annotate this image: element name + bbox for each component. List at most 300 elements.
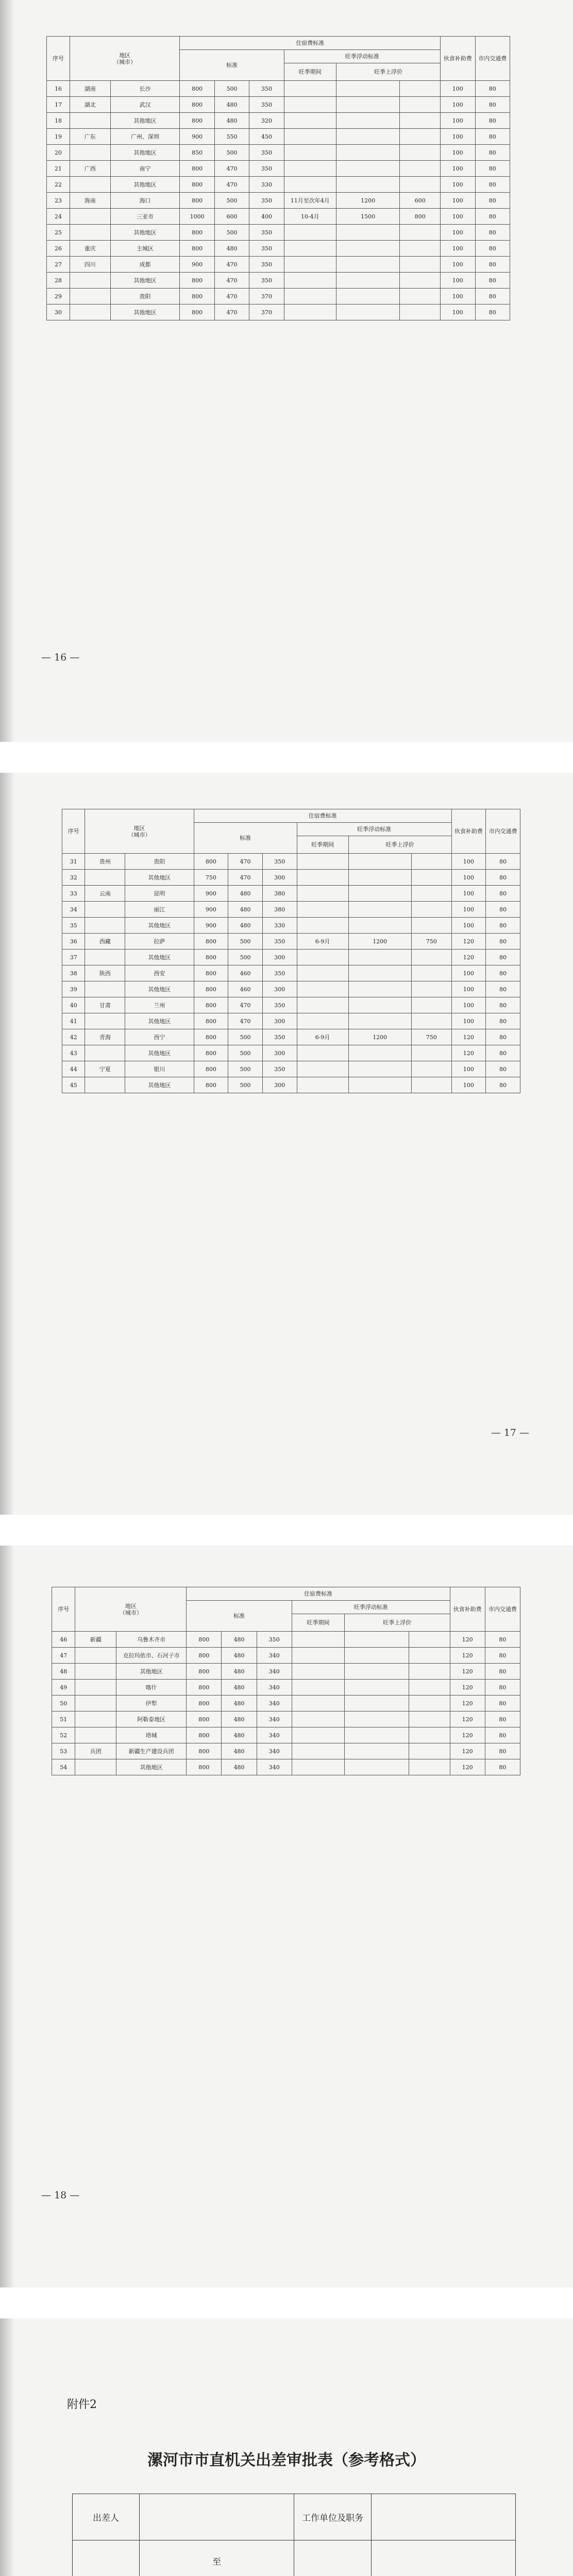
row-meal: 100 [451,1077,486,1093]
row-traffic: 80 [475,113,510,129]
row-meal: 120 [451,934,486,950]
row-city: 克拉玛依市、石河子市 [116,1648,186,1664]
row-province: 海南 [70,193,110,209]
row-city: 新疆生产建设兵团 [116,1743,186,1759]
row-province [75,1711,116,1727]
row-city: 其他地区 [116,1759,186,1775]
table-row [47,145,510,161]
row-peak-period [284,177,336,193]
col-peak-period: 旺季期间 [297,836,348,854]
row-peak-period [284,81,336,97]
table-row [62,950,520,965]
row-peak-period [297,902,348,918]
row-traffic: 80 [475,97,510,113]
row-peak-rate [348,918,411,934]
row-peak-period [284,304,336,320]
row-meal: 100 [451,886,486,902]
row-peak-rate [345,1632,409,1648]
row-peak-rate: 1200 [336,193,400,209]
row-seq: 41 [62,1013,85,1029]
row-peak-rate [336,177,400,193]
scanned-page-2 [0,773,573,1515]
row-city: 三亚市 [110,209,180,225]
row-rate: 320 [249,113,284,129]
row-rate: 340 [257,1743,292,1759]
row-city: 成都 [110,257,180,273]
row-peak-period: 10-4月 [284,209,336,225]
row-province: 陕西 [85,965,125,981]
row-peak-rate [336,257,400,273]
row-peak-period: 11月至次年4月 [284,193,336,209]
row-peak-rate [336,113,400,129]
row-peak-period [284,97,336,113]
row-city: 武汉 [110,97,180,113]
table-row [62,870,520,886]
row-rate: 300 [262,950,297,965]
row-peak-rate-2 [411,965,451,981]
row-traffic: 80 [485,1648,520,1664]
row-traffic: 80 [485,1711,520,1727]
row-peak-period: 6-9月 [297,934,348,950]
row-seq: 21 [47,161,70,177]
row-meal: 100 [441,289,475,304]
row-city: 阿勒泰地区 [116,1711,186,1727]
appendix-label: 附件2 [67,2398,97,2411]
row-seq: 37 [62,950,85,965]
row-province: 新疆 [75,1632,116,1648]
row-province [70,304,110,320]
row-rate: 800 [194,1061,228,1077]
table-row [47,209,510,225]
row-rate: 470 [214,289,249,304]
row-city: 其他地区 [110,177,180,193]
row-rate: 800 [187,1680,222,1696]
row-rate: 800 [180,161,214,177]
row-traffic: 80 [475,129,510,145]
row-province: 甘肃 [85,997,125,1013]
row-seq: 36 [62,934,85,950]
row-traffic: 80 [486,997,520,1013]
row-seq: 32 [62,870,85,886]
row-rate: 480 [222,1727,257,1743]
row-province: 西藏 [85,934,125,950]
row-rate: 500 [228,934,263,950]
table-row [47,273,510,289]
row-city: 主城区 [110,241,180,257]
row-rate: 500 [214,193,249,209]
row-peak-rate-2 [400,225,441,241]
row-rate: 500 [228,1029,263,1045]
row-city: 昆明 [125,886,194,902]
row-rate: 800 [180,225,214,241]
row-rate: 480 [228,886,263,902]
row-rate: 480 [228,918,263,934]
table-row [52,1743,520,1759]
row-province [75,1664,116,1680]
row-rate: 800 [194,1013,228,1029]
row-rate: 300 [262,1045,297,1061]
row-rate: 500 [228,950,263,965]
col-meal: 伙食补助费 [451,809,486,854]
row-seq: 27 [47,257,70,273]
row-province: 贵州 [85,854,125,870]
row-city: 贵阳 [110,289,180,304]
row-peak-rate-2 [400,161,441,177]
row-traffic: 80 [486,870,520,886]
row-peak-period [292,1664,344,1680]
table-row [47,161,510,177]
row-peak-rate-2 [409,1664,450,1680]
table-row [47,241,510,257]
row-meal: 120 [450,1680,485,1696]
row-meal: 100 [451,1061,486,1077]
row-rate: 900 [194,918,228,934]
col-seq: 序号 [62,809,85,854]
table-row [47,113,510,129]
row-peak-period [284,161,336,177]
row-peak-rate [345,1759,409,1775]
row-province [70,273,110,289]
row-meal: 120 [451,950,486,965]
row-rate: 480 [222,1680,257,1696]
row-peak-rate-2 [400,289,441,304]
col-lodging: 标准 [194,823,297,854]
row-peak-rate [348,886,411,902]
row-rate: 330 [262,918,297,934]
row-city: 塔城 [116,1727,186,1743]
row-province [70,177,110,193]
row-rate: 800 [194,1045,228,1061]
row-rate: 800 [180,289,214,304]
row-city: 其他地区 [110,273,180,289]
row-peak-rate-2: 800 [400,209,441,225]
destination-label [73,2540,140,2576]
row-rate: 400 [249,209,284,225]
row-meal: 100 [451,854,486,870]
row-province [70,289,110,304]
col-seq: 序号 [47,37,70,81]
col-region: 地区 （城市） [75,1587,187,1632]
row-rate: 470 [214,304,249,320]
row-seq: 47 [52,1648,75,1664]
row-rate: 470 [214,177,249,193]
row-province: 湖南 [70,81,110,97]
col-meal: 伙食补助费 [441,37,475,81]
row-seq: 23 [47,193,70,209]
row-peak-period: 6-9月 [297,1029,348,1045]
row-rate: 470 [228,997,263,1013]
row-province [75,1680,116,1696]
row-rate: 500 [214,81,249,97]
row-rate: 480 [222,1632,257,1648]
row-peak-rate: 1200 [348,934,411,950]
row-traffic: 80 [485,1727,520,1743]
table-row [47,225,510,241]
row-rate: 350 [262,997,297,1013]
reason-field[interactable] [372,2540,516,2576]
row-city: 广州、深圳 [110,129,180,145]
row-traffic: 80 [486,981,520,997]
row-seq: 18 [47,113,70,129]
table-row [52,1759,520,1775]
row-meal: 120 [450,1727,485,1743]
row-city: 其他地区 [110,304,180,320]
row-peak-rate [336,241,400,257]
row-seq: 17 [47,97,70,113]
col-peak-period: 旺季期间 [284,63,336,81]
row-rate: 800 [180,113,214,129]
row-province: 广东 [70,129,110,145]
table-row [47,97,510,113]
row-seq: 49 [52,1680,75,1696]
row-peak-rate-2 [400,113,441,129]
table-row [47,193,510,209]
page-edge-shadow [0,1546,14,2287]
row-peak-rate-2 [400,129,441,145]
row-meal: 100 [451,870,486,886]
destination-line-1[interactable]: 至 [140,2540,294,2576]
row-traffic: 80 [475,225,510,241]
row-peak-rate-2 [411,1061,451,1077]
row-peak-period [284,129,336,145]
row-meal: 100 [441,257,475,273]
row-city: 其他地区 [110,113,180,129]
row-province [70,113,110,129]
col-traffic: 市内交通费 [486,809,520,854]
row-seq: 51 [52,1711,75,1727]
row-rate: 350 [249,257,284,273]
row-peak-period [297,1045,348,1061]
col-traffic: 市内交通费 [485,1587,520,1632]
row-peak-rate [345,1696,409,1711]
table-row [62,902,520,918]
row-province: 四川 [70,257,110,273]
row-peak-period [297,918,348,934]
row-rate: 450 [249,129,284,145]
row-rate: 480 [214,97,249,113]
row-peak-period [297,950,348,965]
row-traffic: 80 [485,1632,520,1648]
col-peak: 旺季浮动标准 [284,50,440,63]
row-rate: 800 [187,1743,222,1759]
row-rate: 800 [194,965,228,981]
row-rate: 480 [228,902,263,918]
row-rate: 480 [222,1743,257,1759]
row-traffic: 80 [486,854,520,870]
row-seq: 26 [47,241,70,257]
row-rate: 480 [214,241,249,257]
row-rate: 500 [228,1045,263,1061]
row-meal: 120 [450,1759,485,1775]
row-peak-period [284,289,336,304]
row-seq: 46 [52,1632,75,1648]
row-province [85,918,125,934]
row-rate: 750 [194,870,228,886]
row-traffic: 80 [486,950,520,965]
row-meal: 120 [450,1648,485,1664]
row-province: 广西 [70,161,110,177]
row-traffic: 80 [485,1759,520,1775]
row-meal: 100 [441,241,475,257]
table-row [62,1061,520,1077]
row-meal: 100 [441,209,475,225]
row-seq: 54 [52,1759,75,1775]
reason-label [294,2540,372,2576]
row-seq: 42 [62,1029,85,1045]
row-peak-period [297,886,348,902]
row-seq: 40 [62,997,85,1013]
row-city: 西安 [125,965,194,981]
row-seq: 24 [47,209,70,225]
col-peak: 旺季浮动标准 [297,823,451,836]
col-peak-period: 旺季期间 [292,1614,344,1632]
row-peak-rate [336,225,400,241]
row-seq: 50 [52,1696,75,1711]
row-province [85,902,125,918]
allowance-table [62,809,520,1093]
row-peak-rate [336,273,400,289]
row-peak-rate [348,981,411,997]
row-traffic: 80 [486,1029,520,1045]
row-rate: 350 [249,273,284,289]
col-meal: 伙食补助费 [450,1587,485,1632]
row-seq: 25 [47,225,70,241]
row-rate: 340 [257,1711,292,1727]
row-peak-rate-2 [409,1727,450,1743]
allowance-table [52,1587,520,1775]
row-rate: 500 [228,1061,263,1077]
row-city: 长沙 [110,81,180,97]
row-peak-rate-2 [409,1696,450,1711]
row-rate: 300 [262,1013,297,1029]
table-row [62,918,520,934]
row-rate: 300 [262,1077,297,1093]
row-peak-rate [345,1743,409,1759]
row-peak-rate-2 [400,273,441,289]
row-peak-rate [348,965,411,981]
row-rate: 470 [214,273,249,289]
row-peak-period [284,273,336,289]
row-traffic: 80 [485,1743,520,1759]
row-rate: 350 [262,854,297,870]
row-rate: 340 [257,1664,292,1680]
row-seq: 43 [62,1045,85,1061]
row-peak-rate-2: 750 [411,1029,451,1045]
scanned-page-1 [0,0,573,742]
unit-field[interactable] [372,2494,516,2540]
row-rate: 900 [180,129,214,145]
row-rate: 800 [180,177,214,193]
row-city: 拉萨 [125,934,194,950]
row-meal: 120 [450,1632,485,1648]
row-rate: 900 [194,902,228,918]
row-peak-rate-2 [411,1045,451,1061]
table-row [62,1045,520,1061]
row-province: 重庆 [70,241,110,257]
row-peak-rate [336,81,400,97]
row-peak-rate [348,1077,411,1093]
row-traffic: 80 [486,1045,520,1061]
row-peak-rate [348,902,411,918]
row-meal: 100 [441,129,475,145]
row-peak-rate-2 [411,918,451,934]
row-rate: 800 [180,97,214,113]
row-rate: 800 [180,273,214,289]
row-peak-rate-2 [411,1077,451,1093]
row-peak-rate [348,1013,411,1029]
table-row [62,1077,520,1093]
row-meal: 100 [441,161,475,177]
row-peak-rate [345,1648,409,1664]
row-peak-rate-2 [411,981,451,997]
row-meal: 100 [441,81,475,97]
row-rate: 480 [222,1664,257,1680]
row-rate: 350 [262,965,297,981]
row-peak-period [297,854,348,870]
row-seq: 28 [47,273,70,289]
row-rate: 340 [257,1680,292,1696]
row-peak-period [292,1743,344,1759]
row-peak-rate [336,145,400,161]
traveler-field[interactable] [140,2494,294,2540]
row-peak-rate [348,854,411,870]
row-meal: 100 [451,902,486,918]
row-peak-rate-2 [400,97,441,113]
table-row [62,997,520,1013]
row-province: 兵团 [75,1743,116,1759]
row-traffic: 80 [475,241,510,257]
row-rate: 800 [194,854,228,870]
page-number: — 16 — [41,652,80,663]
row-peak-period [292,1680,344,1696]
table-row [52,1696,520,1711]
row-city: 其他地区 [125,1045,194,1061]
row-rate: 800 [187,1664,222,1680]
row-seq: 45 [62,1077,85,1093]
row-rate: 480 [214,113,249,129]
allowance-table [46,36,510,320]
row-seq: 39 [62,981,85,997]
table-row [52,1664,520,1680]
row-seq: 38 [62,965,85,981]
form-title: 漯河市市直机关出差审批表（参考格式） [147,2451,426,2469]
row-peak-rate-2 [411,886,451,902]
row-city: 其他地区 [125,1077,194,1093]
row-seq: 20 [47,145,70,161]
row-meal: 100 [441,113,475,129]
row-rate: 340 [257,1696,292,1711]
col-lodging: 标准 [180,50,284,81]
row-rate: 500 [214,145,249,161]
row-rate: 350 [249,145,284,161]
row-peak-rate-2 [400,145,441,161]
row-seq: 16 [47,81,70,97]
row-traffic: 80 [475,257,510,273]
row-rate: 460 [228,965,263,981]
page-number: — 17 — [491,1427,529,1438]
row-rate: 600 [214,209,249,225]
row-seq: 52 [52,1727,75,1743]
table-row [47,177,510,193]
row-seq: 53 [52,1743,75,1759]
traveler-label: 出差人 [73,2494,140,2540]
row-peak-period [297,1013,348,1029]
row-peak-rate [336,289,400,304]
col-traffic: 市内交通费 [475,37,510,81]
row-peak-rate-2 [400,241,441,257]
row-traffic: 80 [486,1061,520,1077]
table-row [47,129,510,145]
